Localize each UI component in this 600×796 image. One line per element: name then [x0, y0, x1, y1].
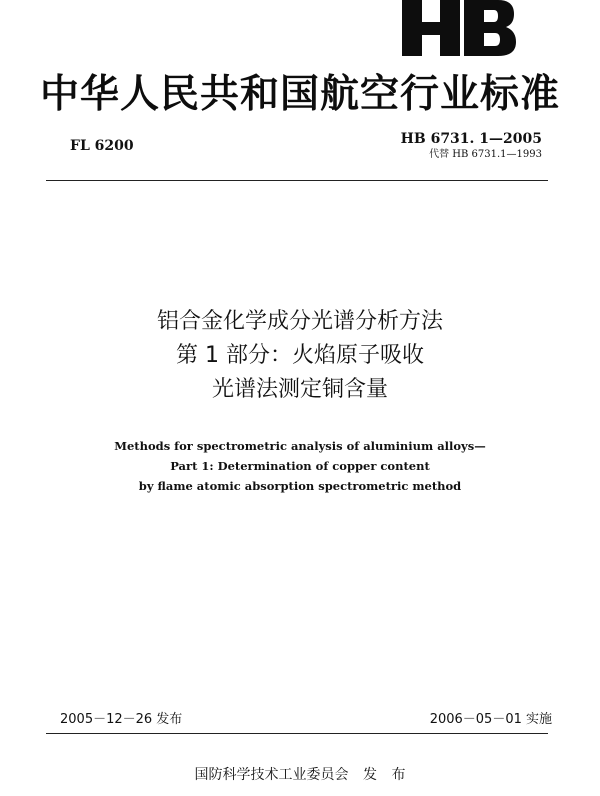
issue-date: 2005－12－26 发布 — [60, 712, 183, 727]
standard-number: HB 6731. 1—2005 — [400, 131, 542, 147]
chinese-title-line-2: 第 1 部分：火焰原子吸收 — [176, 343, 424, 368]
chinese-title — [0, 305, 600, 407]
classification-code: FL 6200 — [70, 138, 134, 154]
standard-number-block — [401, 130, 542, 162]
english-title-line-2: Part 1: Determination of copper content — [170, 459, 430, 473]
english-title — [0, 436, 600, 496]
implementation-date: 2006－05－01 实施 — [429, 712, 552, 727]
top-divider — [46, 180, 548, 181]
chinese-title-line-1: 铝合金化学成分光谱分析方法 — [156, 309, 443, 334]
organization-title: 中华人民共和国航空行业标准 — [39, 72, 560, 117]
english-title-line-1: Methods for spectrometric analysis of aluminium alloys— — [114, 439, 486, 453]
chinese-title-line-3: 光谱法测定铜含量 — [211, 377, 388, 402]
english-title-line-3: by flame atomic absorption spectrometric method — [138, 479, 462, 493]
replaces-standard: 代替 HB 6731.1—1993 — [429, 149, 542, 160]
publisher: 国防科学技术工业委员会 发 布 — [194, 767, 406, 783]
bottom-divider — [46, 733, 548, 734]
hb-logo-icon — [398, 0, 516, 58]
